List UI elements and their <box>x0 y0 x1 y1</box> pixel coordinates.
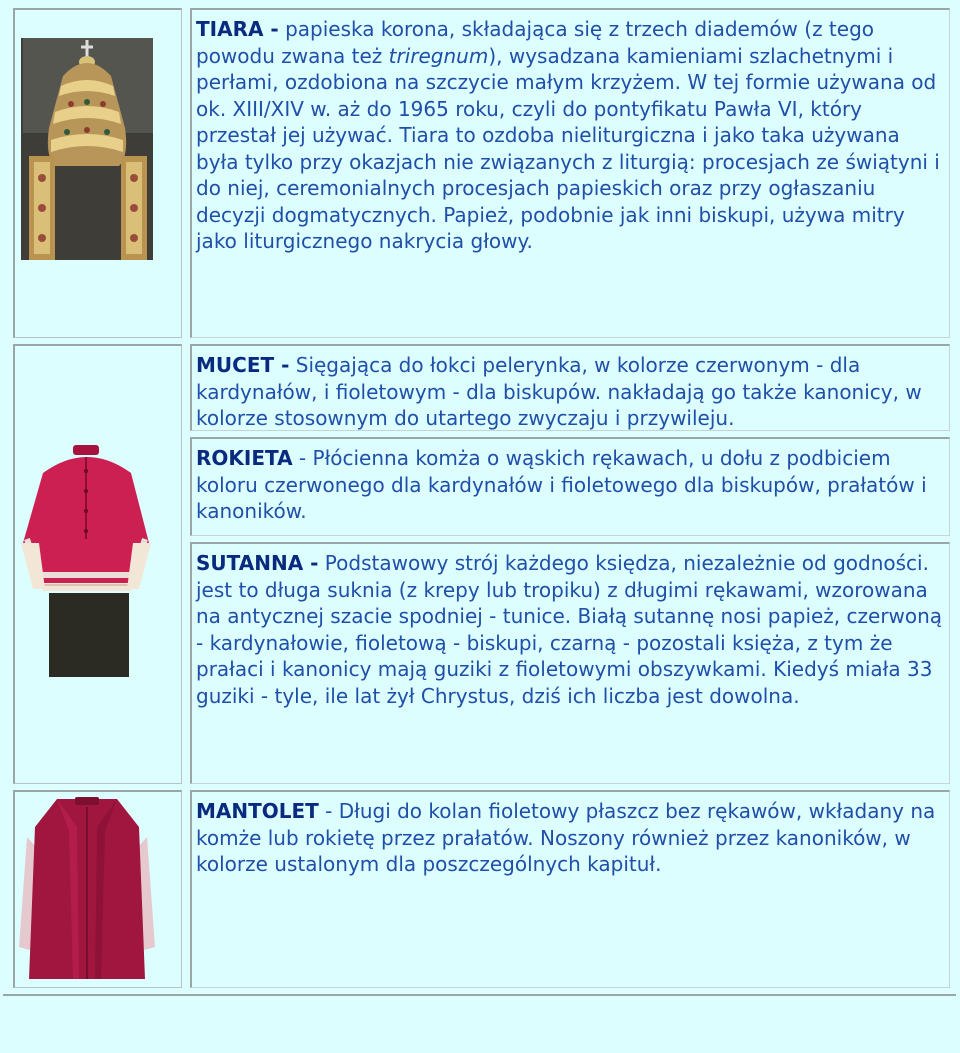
mantolet-row <box>0 790 960 988</box>
sutanna-term: SUTANNA - <box>196 551 319 575</box>
mantolet-image-cell <box>13 790 182 988</box>
tiara-italic: triregnum <box>388 43 489 68</box>
vestments-image-cell <box>13 344 182 784</box>
tiara-term: TIARA - <box>196 17 279 41</box>
vestments-row <box>0 344 960 784</box>
table-bottom-border <box>3 994 956 996</box>
rokieta-description <box>190 437 950 536</box>
mantolet-description <box>190 790 950 988</box>
tiara-text-2: ), wysadzana kamieniami szlachetnymi i perłami, ozdobiona na szczycie małym krzyżem. W tej formie używana od ok. XIII/XIV w. aż do 1965 roku, czyli do pontyfikatu Pawła VI, który przestał jej używać. Tiara to ozdoba nieliturgiczna i jako taka używana była tylko przy okazjach nie związanych z liturgią: procesjach ze świątyni i do niej, ceremonialnych procesjach papieskich oraz przy ogłaszaniu decyzji dogmatycznych. Papież, podobnie jak inni biskupi, używa mitry jako liturgicznego nakrycia głowy. <box>196 43 940 253</box>
mucet-text: Sięgająca do łokci pelerynka, w kolorze czerwonym - dla kardynałów, i fioletowym - dla biskupów. nakładają go także kanonicy, w kolorze stosownym do utartego zwyczaju i przywileju. <box>196 353 922 430</box>
mucet-rokieta-sutanna-image <box>21 443 151 679</box>
tiara-image <box>21 38 153 260</box>
rokieta-text: - Płócienna komża o wąskich rękawach, u dołu z podbiciem koloru czerwonego dla kardynałów i fioletowego dla biskupów, prałatów i kanoników. <box>196 446 927 523</box>
rokieta-term: ROKIETA <box>196 446 293 470</box>
mucet-description <box>190 344 950 431</box>
tiara-description <box>190 8 950 338</box>
mantolet-term: MANTOLET <box>196 799 319 823</box>
tiara-image-cell <box>13 8 182 338</box>
sutanna-text: Podstawowy strój każdego księdza, niezależnie od godności. jest to długa suknia (z krepy lub tropiku) z długimi rękawami, wzorowana na antycznej szacie spodniej - tunice. Białą sutannę nosi papież, czerwoną - kardynałowie, fioletową - biskupi, czarną - pozostali księża, z tym że prałaci i kanonicy mają guziki z fioletowymi obszywkami. Kiedyś miała 33 guziki - tyle, ile lat żył Chrystus, dziś ich liczba jest dowolna. <box>196 551 943 708</box>
sutanna-description <box>190 542 950 784</box>
tiara-text-1: papieska korona, składająca się z trzech diademów (z tego powodu zwana też <box>196 17 875 68</box>
mantolet-text: - Długi do kolan fioletowy płaszcz bez rękawów, wkładany na komże lub rokietę przez prałatów. Noszony również przez kanoników, w kolorze ustalonym dla poszczególnych kapituł. <box>196 799 936 876</box>
mucet-term: MUCET - <box>196 353 290 377</box>
tiara-row <box>0 8 960 338</box>
mantolet-image <box>19 797 155 981</box>
